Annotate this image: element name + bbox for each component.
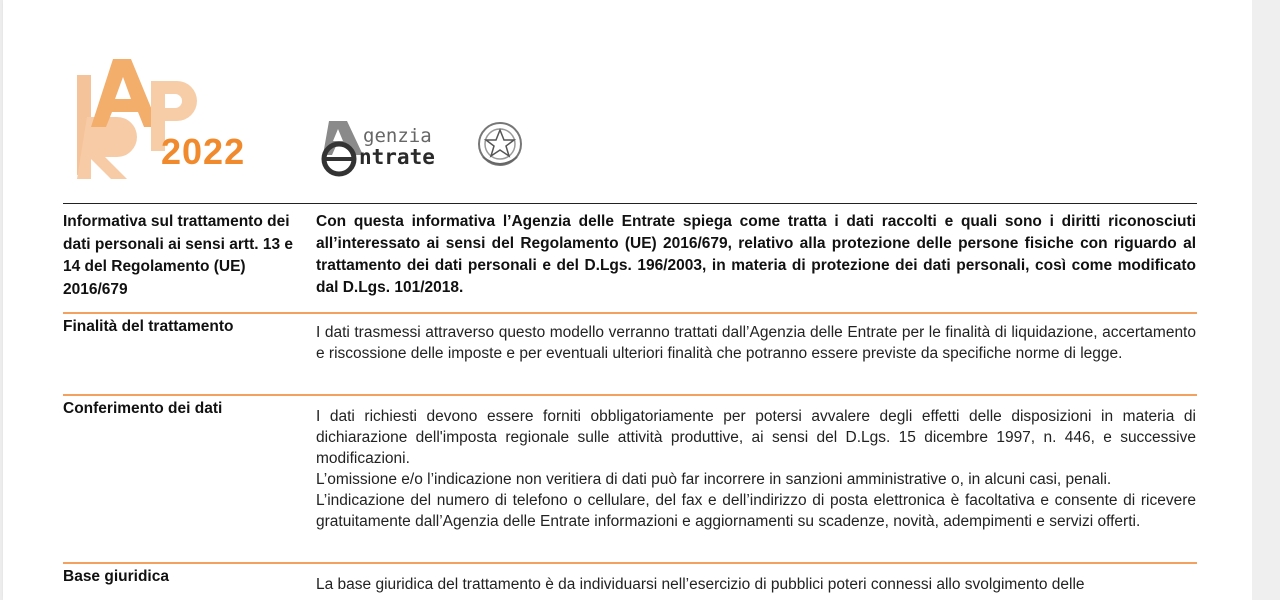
section-paragraph: La base giuridica del trattamento è da individuarsi nell’esercizio di pubblici poteri connessi allo svolgimento delle xyxy=(316,576,1085,593)
irap-year: 2022 xyxy=(161,131,246,172)
agenzia-text-line2: ntrate xyxy=(359,145,435,169)
section-paragraph: L’omissione e/o l’indicazione non veritiera di dati può far incorrere in sanzioni amministrative o, in alcuni casi, penali. xyxy=(316,471,1112,488)
section-divider xyxy=(63,562,1197,564)
section-paragraph: I dati trasmessi attraverso questo modello verranno trattati dall’Agenzia delle Entrate per le finalità di liquidazione, accertamento e riscossione delle imposte e per eventuali ulteriori finalità che potranno essere previste da specifiche norme di legge. xyxy=(316,324,1196,362)
section-divider xyxy=(63,312,1197,314)
section-paragraph: Con questa informativa l’Agenzia delle Entrate spiega come tratta i dati raccolti e quali sono i diritti riconosciuti all’interessato ai sensi del Regolamento (UE) 2016/679, relativo alla protezione delle persone fisiche con riguardo al trattamento dei dati personali e del D.Lgs. 196/2003, in materia di protezione dei dati personali, così come modificato dal D.Lgs. 101/2018. xyxy=(316,213,1196,296)
irap-logo xyxy=(77,55,277,185)
section-label: Informativa sul trattamento dei dati personali ai sensi artt. 13 e 14 del Regolamento (UE) 2016/679 xyxy=(63,213,294,298)
section-divider xyxy=(63,394,1197,396)
section-paragraph: I dati richiesti devono essere forniti obbligatoriamente per potersi avvalere degli effetti delle disposizioni in materia di dichiarazione dell'imposta regionale sulle attività produttive, ai sensi del D.Lgs. 15 dicembre 1997, n. 446, e successive modificazioni. xyxy=(316,408,1196,467)
header-rule xyxy=(63,203,1197,204)
italian-republic-emblem-icon xyxy=(475,117,525,173)
section-text xyxy=(316,211,1196,299)
section-label: Conferimento dei dati xyxy=(63,400,223,417)
agenzia-text-line1: genzia xyxy=(363,125,432,147)
letter-r xyxy=(77,117,137,179)
document-page xyxy=(3,0,1252,600)
viewer-background xyxy=(1252,0,1280,600)
letter-a xyxy=(91,59,159,127)
section-label: Finalità del trattamento xyxy=(63,318,234,335)
section-text xyxy=(316,574,1196,595)
section-label: Base giuridica xyxy=(63,568,169,585)
agenzia-entrate-logo xyxy=(315,115,530,177)
section-text xyxy=(316,322,1196,364)
section-text xyxy=(316,406,1196,532)
section-paragraph: L’indicazione del numero di telefono o cellulare, del fax e dell’indirizzo di posta elettronica è facoltativa e consente di ricevere gratuitamente dall’Agenzia delle Entrate informazioni e aggiornamenti su scadenze, novità, adempimenti e servizi offerti. xyxy=(316,492,1196,530)
